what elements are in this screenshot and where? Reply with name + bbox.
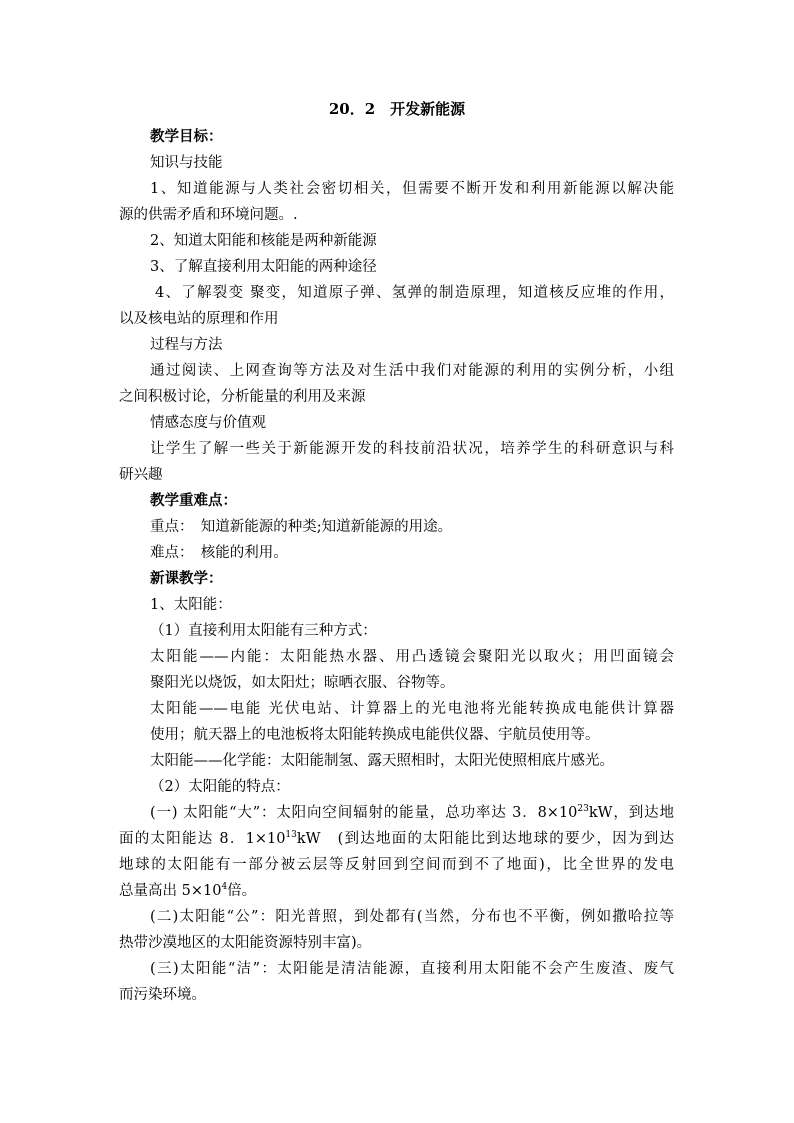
solar-subheading-2: （2）太阳能的特点： [150, 779, 290, 795]
heading-new-lesson: 新课教学： [150, 570, 223, 587]
feature-1-line2-text-b: kW (到达地面的太阳能比到达地球的要少，因为到达 [296, 831, 674, 847]
page-title: 20．2 开发新能源 [328, 100, 466, 118]
solar-electric-line1: 太阳能——电能 光伏电站、计算器上的光电池将光能转换成电能供计算器 [150, 701, 674, 717]
knowledge-item-3: 3、了解直接利用太阳能的两种途径 [150, 259, 377, 275]
solar-subheading-1: （1）直接利用太阳能有三种方式： [150, 623, 377, 639]
solar-chemical: 太阳能——化学能：太阳能制氢、露天照相时，太阳光使照相底片感光。 [150, 753, 614, 769]
difficult-point: 难点： 核能的利用。 [150, 545, 288, 561]
feature-1-line2 [119, 828, 674, 850]
heading-key-difficult-points: 教学重难点： [150, 492, 237, 509]
feature-1-line1-text-b: kW，到达地 [588, 805, 674, 821]
subheading-attitude-values: 情感态度与价值观 [150, 415, 266, 431]
feature-2-line1: (二)太阳能“公”：阳光普照，到处都有(当然，分布也不平衡，例如撒哈拉等 [150, 909, 674, 925]
feature-1-line4-exponent: 4 [221, 882, 228, 893]
feature-1-line4-text-b: 倍。 [227, 883, 257, 899]
key-point: 重点： 知道新能源的种类;知道新能源的用途。 [150, 519, 453, 535]
process-methods-line2: 之间积极讨论，分析能量的利用及来源 [119, 389, 366, 405]
subheading-process-methods: 过程与方法 [150, 337, 223, 353]
feature-3-line1: (三)太阳能“洁”：太阳能是清洁能源，直接利用太阳能不会产生废渣、废气 [150, 961, 674, 977]
feature-1-line4 [119, 880, 256, 902]
solar-electric-line2: 使用；航天器上的电池板将太阳能转换成电能供仪器、宇航员使用等。 [150, 727, 600, 743]
feature-1-line1-exponent: 23 [577, 804, 589, 815]
knowledge-item-4-line1: 4、了解裂变 聚变，知道原子弹、氢弹的制造原理，知道核反应堆的作用， [155, 285, 674, 301]
feature-1-line3: 地球的太阳能有一部分被云层等反射回到空间而到不了地面)，比全世界的发电 [119, 857, 674, 873]
feature-3-line2: 而污染环境。 [119, 987, 206, 1003]
feature-1-line1-text-a: (一) 太阳能“大”：太阳向空间辐射的能量，总功率达 3．8×10 [150, 805, 578, 821]
feature-1-line4-text-a: 总量高出 5×10 [119, 883, 222, 899]
knowledge-item-1-line2: 源的供需矛盾和环境问题。. [119, 207, 298, 223]
feature-1-line2-exponent: 13 [285, 830, 297, 841]
attitude-values-line2: 研兴趣 [119, 467, 163, 483]
feature-2-line2: 热带沙漠地区的太阳能资源特别丰富)。 [119, 935, 372, 951]
feature-1-line1 [150, 802, 674, 824]
process-methods-line1: 通过阅读、上网查询等方法及对生活中我们对能源的利用的实例分析，小组 [150, 363, 674, 379]
solar-thermal-line1: 太阳能——内能：太阳能热水器、用凸透镜会聚阳光以取火；用凹面镜会 [150, 649, 674, 665]
knowledge-item-1-line1: 1、知道能源与人类社会密切相关，但需要不断开发和利用新能源以解决能 [150, 181, 674, 197]
heading-teaching-goals: 教学目标： [150, 128, 223, 145]
solar-thermal-line2: 聚阳光以烧饭，如太阳灶；晾晒衣服、谷物等。 [150, 675, 455, 691]
solar-heading: 1、太阳能： [150, 597, 232, 613]
subheading-knowledge-skills: 知识与技能 [150, 155, 223, 171]
feature-1-line2-text-a: 面的太阳能达 8．1×10 [119, 831, 286, 847]
attitude-values-line1: 让学生了解一些关于新能源开发的科技前沿状况，培养学生的科研意识与科 [150, 441, 674, 457]
knowledge-item-2: 2、知道太阳能和核能是两种新能源 [150, 233, 377, 249]
knowledge-item-4-line2: 以及核电站的原理和作用 [119, 311, 279, 327]
